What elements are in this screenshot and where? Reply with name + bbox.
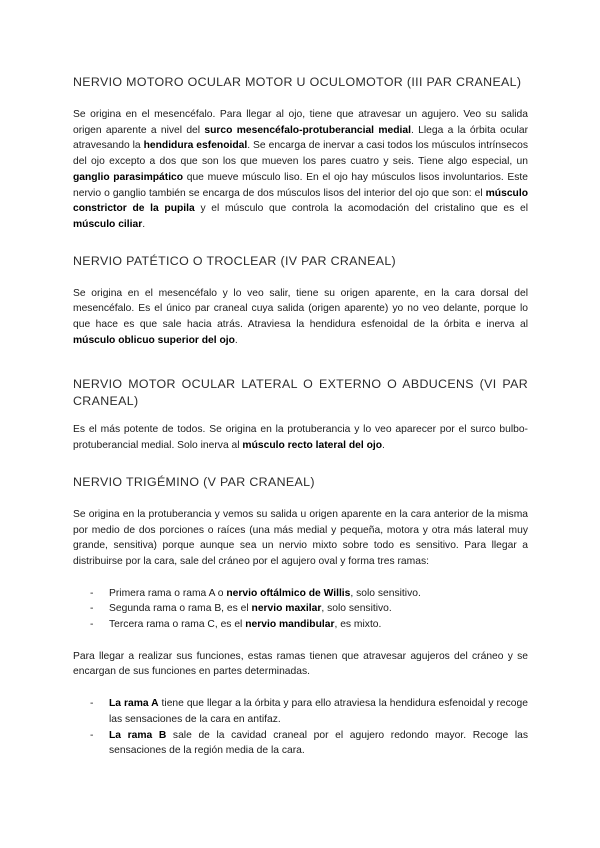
bold-term: músculo oblicuo superior del ojo: [73, 334, 235, 346]
bold-term: nervio oftálmico de Willis: [226, 587, 351, 599]
section-title-trigemino: NERVIO TRIGÉMINO (V PAR CRANEAL): [73, 474, 315, 489]
bold-term: músculo recto lateral del ojo: [242, 440, 383, 452]
document-content: [73, 74, 528, 759]
section-body-trigemino: Se origina en la protuberancia y vemos su salida u origen aparente en la cara anterior de la misma por medio de dos porciones o raíces (una más medial y pequeña, motora y otra más lateral muy grande, sensitiva) porque aunque sea un nervio mixto sobre todo es sensitivo. Para llegar a distribuirse por la cara, sale del cráneo por el agujero oval y forma tres ramas:: [73, 508, 528, 567]
list-item: - La rama B sale de la cavidad craneal por el agujero redondo mayor. Recoge las sensaciones de la región media de la cara.: [73, 728, 528, 759]
bold-term: La rama A: [109, 698, 159, 710]
list-item: - Segunda rama o rama B, es el nervio maxilar, solo sensitivo.: [73, 601, 528, 617]
bold-term: nervio mandibular: [245, 619, 335, 631]
section-title-troclear: NERVIO PATÉTICO O TROCLEAR (IV PAR CRANEAL): [73, 253, 397, 268]
bold-term: músculo ciliar: [73, 218, 143, 230]
section-body-oculomotor: Se origina en el mesencéfalo. Para llegar al ojo, tiene que atravesar un agujero. Veo su salida origen aparente a nivel del surco mesencéfalo-protuberancial medial. Llega a la órbita ocular atravesando la hendidura esfenoidal. Se encarga de inervar a casi todos los músculos intrínsecos del ojo excepto a dos que son los que mueven los pares cuatro y seis. Tiene algo especial, un ganglio parasimpático que mueve músculo liso. En el ojo hay músculos lisos involuntarios. Este nervio o ganglio también se encarga de dos músculos lisos del interior del ojo que son: el músculo constrictor de la pupila y el músculo que controla la acomodación del cristalino que es el músculo ciliar.: [73, 109, 528, 230]
list-item: - Primera rama o rama A o nervio oftálmico de Willis, solo sensitivo.: [73, 586, 528, 602]
section-title-abducens: NERVIO MOTOR OCULAR LATERAL O EXTERNO O ABDUCENS (VI PAR CRANEAL): [73, 377, 528, 409]
bold-term: La rama B: [109, 729, 167, 741]
list-item: - La rama A tiene que llegar a la órbita y para ello atraviesa la hendidura esfenoidal y recoge las sensaciones de la cara en antifaz.: [73, 696, 528, 727]
section-body-troclear: Se origina en el mesencéfalo y lo veo salir, tiene su origen aparente, en la cara dorsal del mesencéfalo. Es el único par craneal cuya salida (origen aparente) yo no veo delante, porque lo que hace es que sale hacia atrás. Atraviesa la hendidura esfenoidal de la órbita e inerva al músculo oblicuo superior del ojo.: [73, 287, 528, 346]
bold-term: nervio maxilar: [251, 603, 322, 615]
bold-term: surco mesencéfalo-protuberancial medial: [204, 124, 411, 136]
trigemino-branches-list: [73, 586, 528, 633]
bold-term: hendidura esfenoidal: [143, 140, 248, 152]
bold-term: ganglio parasimpático: [73, 171, 184, 183]
section-title-oculomotor: NERVIO MOTORO OCULAR MOTOR U OCULOMOTOR (III PAR CRANEAL): [73, 75, 522, 89]
section-body-abducens: Es el más potente de todos. Se origina en la protuberancia y lo veo aparecer por el surco bulbo-protuberancial medial. Solo inerva al músculo recto lateral del ojo.: [73, 424, 528, 452]
trigemino-branch-details-list: [73, 696, 528, 759]
list-item: - Tercera rama o rama C, es el nervio mandibular, es mixto.: [73, 617, 528, 633]
trigemino-functions-paragraph: Para llegar a realizar sus funciones, estas ramas tienen que atravesar agujeros del cráneo y se encargan de sus funciones en partes determinadas.: [73, 650, 528, 678]
bold-term: músculo constrictor de la pupila: [73, 187, 528, 215]
